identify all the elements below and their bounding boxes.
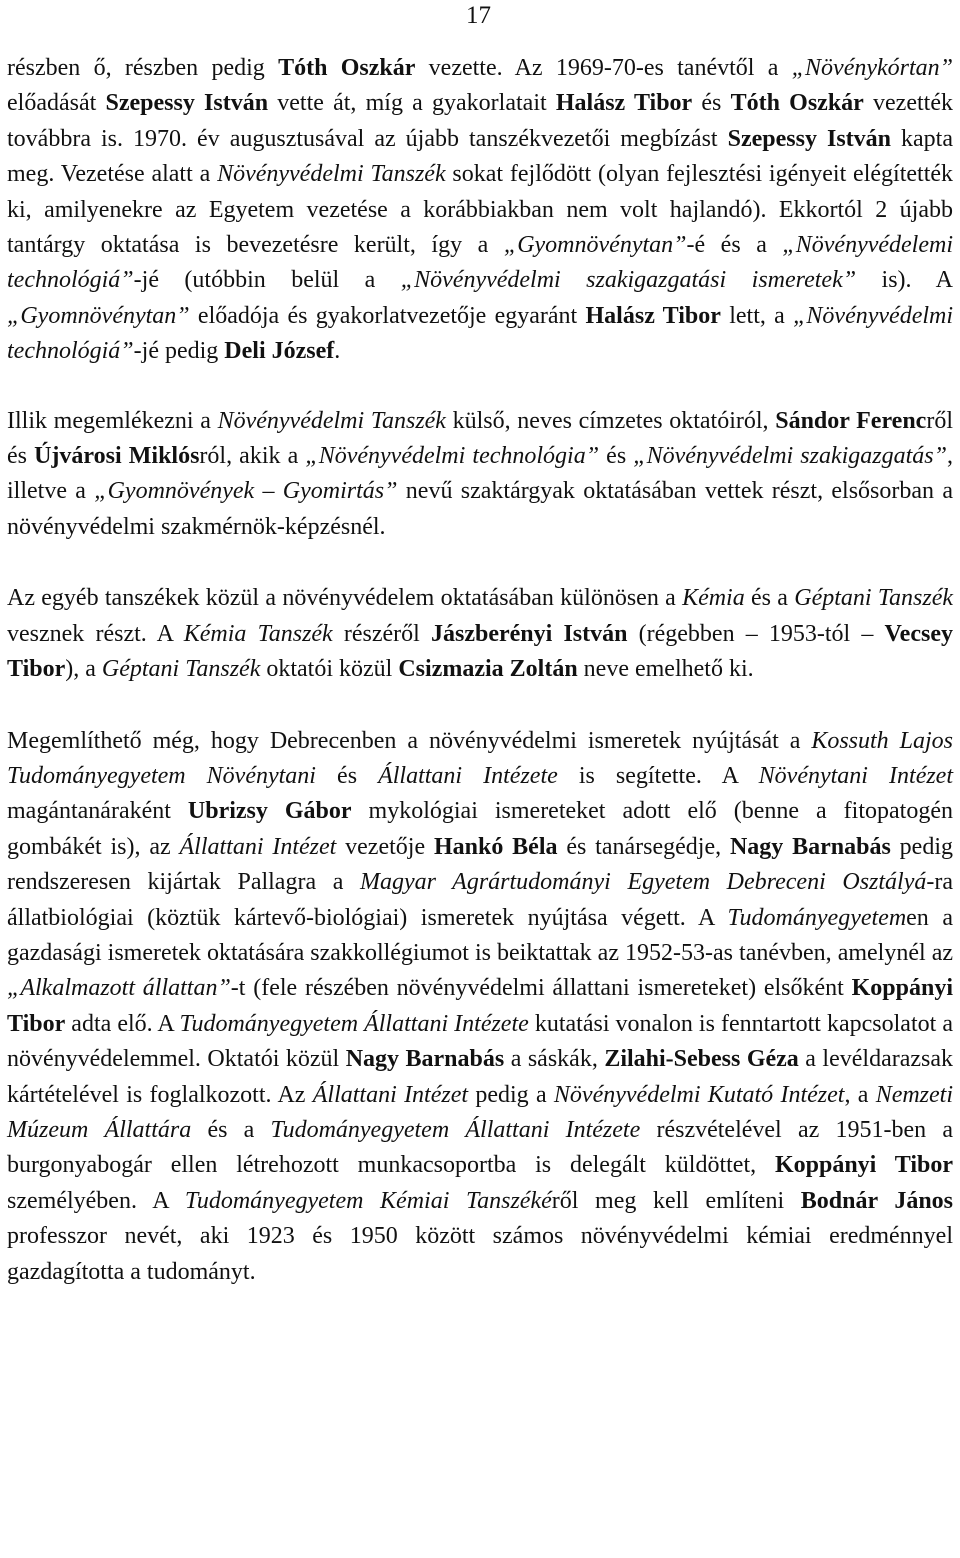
text-run: (régebben – 1953-tól –: [627, 620, 885, 647]
italic-term: „Növénykórtan”: [791, 55, 954, 81]
text-run: nevű szaktárgyak oktatásában vettek részt, elsősorban a növényvédelmi szakmérnök-képzésnél.: [7, 478, 953, 540]
italic-term: Nemzeti Múzeum Állattára: [7, 1081, 954, 1143]
text-run: -é és a: [686, 232, 783, 259]
text-run: pedig rendszeresen kijártak Pallagra a: [7, 833, 953, 896]
italic-term: Állattani Intézet: [312, 1081, 469, 1108]
page-body: [7, 51, 953, 1326]
text-run: adta elő. A: [65, 1010, 180, 1037]
italic-term: „Növényvédelmi szakigazgatási ismeretek”: [400, 267, 857, 294]
italic-term: Állattani Intézet: [179, 833, 337, 860]
italic-term: Tudományegyetem Állattani Intézete: [270, 1116, 641, 1143]
bold-name: Halász Tibor: [555, 90, 693, 117]
text-run: vezetője: [336, 833, 434, 860]
text-run: Az egyéb tanszékek közül a növényvédelem oktatásában különösen a: [7, 585, 683, 612]
text-run: Megemlíthető még, hogy Debrecenben a növényvédelmi ismeretek nyújtását a: [7, 727, 812, 754]
page-number: 17: [466, 2, 491, 29]
italic-term: „Növényvédelmi szakigazgatás”: [633, 443, 947, 470]
text-run: , a: [844, 1081, 876, 1108]
text-run: a sáskák,: [504, 1046, 605, 1073]
text-run: magántanáraként: [7, 798, 188, 825]
bold-name: Hankó Béla: [433, 833, 558, 860]
text-run: vette át, míg a gyakorlatait: [268, 90, 556, 117]
text-run: előadását: [7, 90, 106, 117]
bold-name: Koppányi Tibor: [7, 975, 953, 1037]
text-run: -t (fele részében növényvédelmi állattani ismereteket) elsőként: [230, 975, 852, 1002]
text-run: előadója és gyakorlatvezetője egyaránt: [189, 302, 586, 329]
bold-name: Csizmazia Zoltán: [398, 656, 578, 683]
bold-name: Jászberényi István: [430, 620, 628, 647]
text-run: részéről: [332, 620, 431, 647]
italic-term: „Gyomnövénytan”: [7, 302, 190, 329]
text-run: és a: [744, 585, 795, 612]
italic-term: Kémia: [682, 585, 745, 612]
italic-term: „Gyomnövénytan”: [503, 232, 687, 259]
text-run: pedig a: [468, 1081, 554, 1108]
bold-name: Koppányi Tibor: [774, 1152, 954, 1179]
italic-term: Növénytani Intézet: [758, 762, 954, 789]
italic-term: Tudományegyetem Kémiai Tanszéké: [184, 1187, 552, 1214]
italic-term: „Növényvédelemi technológiá”: [7, 232, 953, 294]
text-run: , illetve a: [7, 443, 953, 505]
text-run: oktatói közül: [260, 656, 399, 683]
text-run: sokat fejlődött (olyan fejlesztési igényeit elégítették ki, amilyenekre az Egyetem vezetése a korábbiakban nem volt hajlandó). Ekkortól 2 újabb tantárgy oktatása is bevezetésre került, így a: [7, 161, 954, 259]
text-run: -jé pedig: [133, 338, 225, 365]
text-run: kutatási vonalon is fenntartott kapcsolatot a növényvédelemmel. Oktatói közül: [7, 1010, 954, 1073]
text-run: professzor nevét, aki 1923 és 1950 között számos növényvédelmi kémiai eredménnyel gazdagította a tudományt.: [7, 1223, 953, 1285]
italic-term: Növényvédelmi Tanszék: [217, 161, 446, 188]
italic-term: „Gyomnövények – Gyomirtás”: [94, 478, 398, 505]
text-run: részben ő, részben pedig: [7, 55, 279, 81]
text-run: neve emelhető ki.: [577, 656, 754, 683]
italic-term: „Növényvédelmi technológia”: [305, 443, 600, 470]
text-run: is). A: [856, 267, 954, 294]
paragraph-1: [7, 51, 953, 370]
text-run: vezették továbbra is. 1970. év augusztusával az újabb tanszékvezetői megbízást: [7, 90, 953, 152]
bold-name: Nagy Barnabás: [729, 833, 891, 860]
paragraph-3: [7, 581, 953, 687]
bold-name: Szepessy István: [727, 125, 891, 152]
bold-name: Deli József: [224, 338, 335, 365]
text-run: vesznek részt. A: [7, 620, 184, 647]
italic-term: Magyar Agrártudományi Egyetem Debreceni Osztályá: [360, 869, 927, 896]
italic-term: „Alkalmazott állattan”: [7, 975, 231, 1002]
bold-name: Halász Tibor: [585, 302, 721, 329]
text-run: -jé (utóbbin belül a: [133, 267, 401, 294]
bold-name: Sándor Ferenc: [775, 407, 927, 434]
italic-term: Géptani Tanszék: [101, 656, 261, 683]
text-run: személyében. A: [7, 1187, 185, 1214]
paragraph-4: [7, 724, 953, 1291]
bold-name: Ubrizsy Gábor: [187, 798, 352, 825]
bold-name: Újvárosi Miklós: [34, 443, 200, 470]
bold-name: Tóth Oszkár: [730, 90, 864, 117]
text-run: ről meg kell említeni: [551, 1187, 801, 1214]
bold-name: Vecsey Tibor: [7, 620, 953, 683]
bold-name: Szepessy István: [105, 90, 269, 117]
text-run: is segítette. A: [557, 762, 759, 789]
paragraph-2: [7, 404, 953, 546]
text-run: és a: [191, 1116, 271, 1143]
text-run: és: [692, 90, 731, 117]
italic-term: „Növényvédelmi technológiá”: [7, 302, 954, 365]
italic-term: Állattani Intézete: [378, 762, 558, 789]
text-run: mykológiai ismereteket adott elő (benne a fitopatogén gombákét is), az: [7, 798, 953, 860]
text-run: részvételével az 1951-ben a burgonyabogár ellen létrehozott munkacsoportba is delegált küldöttet,: [7, 1116, 953, 1179]
text-run: és: [315, 762, 379, 789]
text-run: ról, akik a: [199, 443, 306, 470]
text-run: kapta meg. Vezetése alatt a: [7, 125, 953, 188]
italic-term: Tudományegyetem Állattani Intézete: [179, 1010, 529, 1037]
bold-name: Bodnár János: [800, 1187, 954, 1214]
text-run: és tanársegédje,: [557, 833, 730, 860]
italic-term: Növényvédelmi Tanszék: [217, 407, 446, 434]
text-run: a levéldarazsak kártételével is foglalkozott. Az: [7, 1046, 954, 1108]
bold-name: Zilahi-Sebess Géza: [604, 1046, 799, 1073]
text-run: külső, neves címzetes oktatóiról,: [445, 407, 776, 434]
text-run: vezette. Az 1969-70-es tanévtől a: [415, 55, 792, 81]
text-run: Illik megemlékezni a: [7, 407, 218, 434]
italic-term: Géptani Tanszék: [794, 585, 954, 612]
italic-term: Kémia Tanszék: [183, 620, 333, 647]
italic-term: Tudományegyetem: [727, 904, 907, 931]
text-run: en a gazdasági ismeretek oktatására szakkollégiumot is beiktattak az 1952-53-as tanévben, amelynél az: [7, 904, 953, 966]
text-run: .: [334, 338, 341, 365]
bold-name: Tóth Oszkár: [278, 55, 416, 81]
italic-term: Növényvédelmi Kutató Intézet: [553, 1081, 845, 1108]
text-run: ről és: [7, 407, 953, 470]
bold-name: Nagy Barnabás: [345, 1046, 505, 1073]
text-run: ), a: [65, 656, 102, 683]
italic-term: Kossuth Lajos Tudományegyetem Növénytani: [7, 727, 953, 789]
text-run: lett, a: [720, 302, 794, 329]
text-run: -ra állatbiológiai (köztük kártevő-biológiai) ismeretek nyújtása végett. A: [7, 869, 954, 931]
text-run: és: [599, 443, 634, 470]
